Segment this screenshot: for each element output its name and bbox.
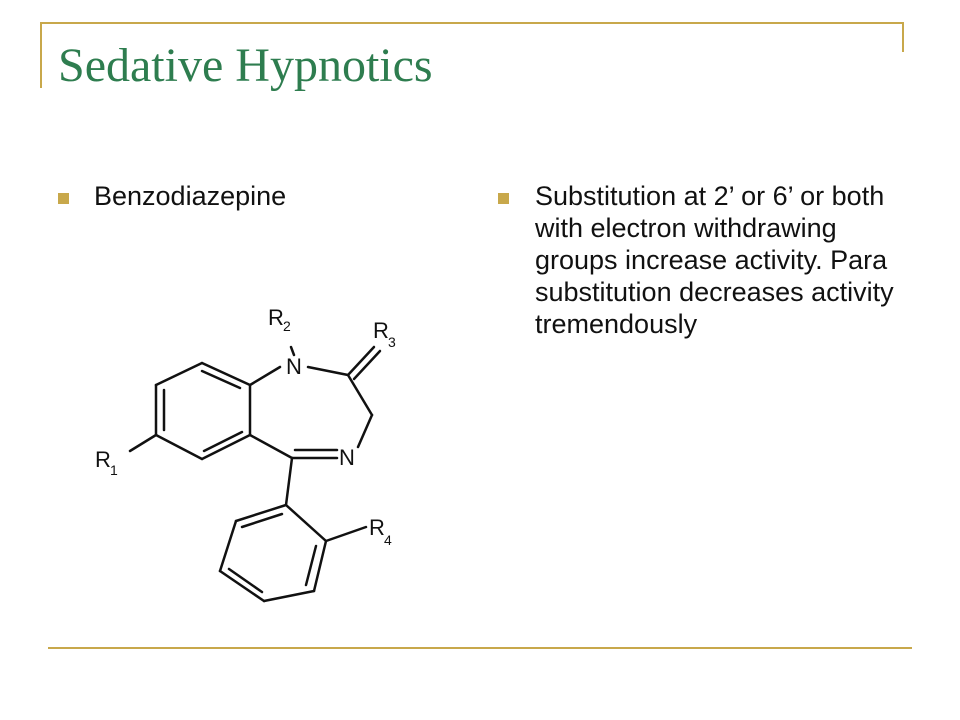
bond bbox=[220, 571, 264, 601]
bond-r1 bbox=[130, 435, 156, 451]
bond bbox=[156, 363, 202, 385]
r3-subscript: 3 bbox=[388, 334, 396, 350]
bond bbox=[250, 367, 280, 385]
left-bullet-text: Benzodiazepine bbox=[94, 181, 287, 211]
bond bbox=[286, 458, 292, 505]
bond bbox=[156, 435, 202, 459]
bond bbox=[308, 367, 348, 375]
r1-label: R bbox=[95, 447, 111, 472]
r1-subscript: 1 bbox=[110, 462, 118, 478]
frame-top-line bbox=[40, 22, 904, 24]
bond bbox=[250, 435, 292, 458]
square-bullet-icon bbox=[498, 193, 509, 204]
double-bond-inner bbox=[202, 371, 240, 388]
r2-label: R bbox=[268, 305, 284, 330]
right-bullet-text: Substitution at 2’ or 6’ or both with electron withdrawing groups increase activity. Para substitution decreases activity tremendously bbox=[535, 181, 894, 339]
bond bbox=[202, 435, 250, 459]
slide-title: Sedative Hypnotics bbox=[58, 39, 433, 92]
r4-subscript: 4 bbox=[384, 532, 392, 548]
frame-right-line bbox=[902, 22, 904, 52]
bond bbox=[286, 505, 326, 541]
bond bbox=[358, 415, 372, 447]
r4-label: R bbox=[369, 515, 385, 540]
n4-label: N bbox=[339, 445, 355, 470]
frame-left-line bbox=[40, 22, 42, 88]
bond bbox=[348, 375, 372, 415]
square-bullet-icon bbox=[58, 193, 69, 204]
bond bbox=[220, 521, 236, 571]
frame-bottom-line bbox=[48, 647, 912, 649]
r2-subscript: 2 bbox=[283, 318, 291, 334]
bond bbox=[236, 505, 286, 521]
bond bbox=[264, 591, 314, 601]
benzodiazepine-structure-drawing bbox=[90, 295, 430, 615]
n1-label: N bbox=[286, 354, 302, 379]
r3-label: R bbox=[373, 318, 389, 343]
double-bond-inner bbox=[306, 546, 316, 585]
benzodiazepine-structure bbox=[90, 295, 430, 615]
bond-r4 bbox=[326, 527, 366, 541]
